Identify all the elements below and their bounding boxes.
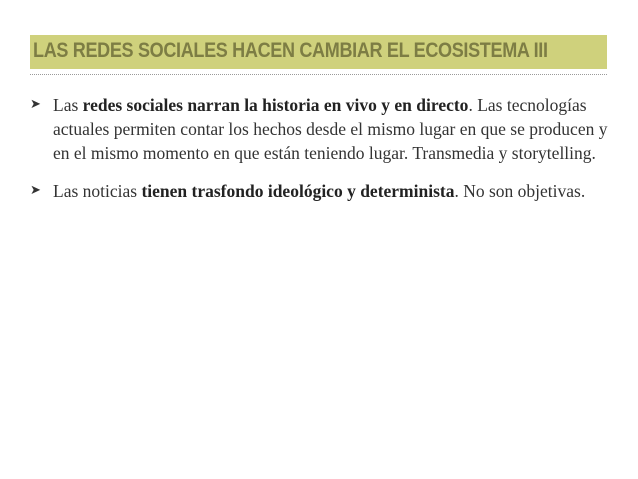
arrow-bullet-icon: ➤ bbox=[30, 183, 41, 198]
bullet-item-2 bbox=[30, 179, 610, 203]
title-bar bbox=[30, 35, 607, 69]
bullet-2-pre: Las noticias bbox=[53, 181, 142, 201]
bullet-2-post: . No son objetivas. bbox=[454, 181, 586, 201]
bullet-2-emphasis: tienen trasfondo ideológico y determinista bbox=[141, 181, 455, 201]
bullet-item-1 bbox=[30, 93, 610, 165]
bullet-1-emphasis: redes sociales narran la historia en vivo y en directo bbox=[82, 95, 469, 115]
slide-title: LAS REDES SOCIALES HACEN CAMBIAR EL ECOSISTEMA III bbox=[33, 39, 548, 62]
bullet-1-post: . Las tecnologías actuales permiten contar los hechos desde el mismo lugar en que se producen y en el mismo momento en que están teniendo lugar. Transmedia y storytelling. bbox=[53, 95, 608, 163]
arrow-bullet-icon: ➤ bbox=[30, 97, 41, 112]
bullet-1-pre: Las bbox=[53, 95, 83, 115]
title-divider bbox=[30, 74, 607, 75]
bullet-list bbox=[30, 93, 610, 217]
